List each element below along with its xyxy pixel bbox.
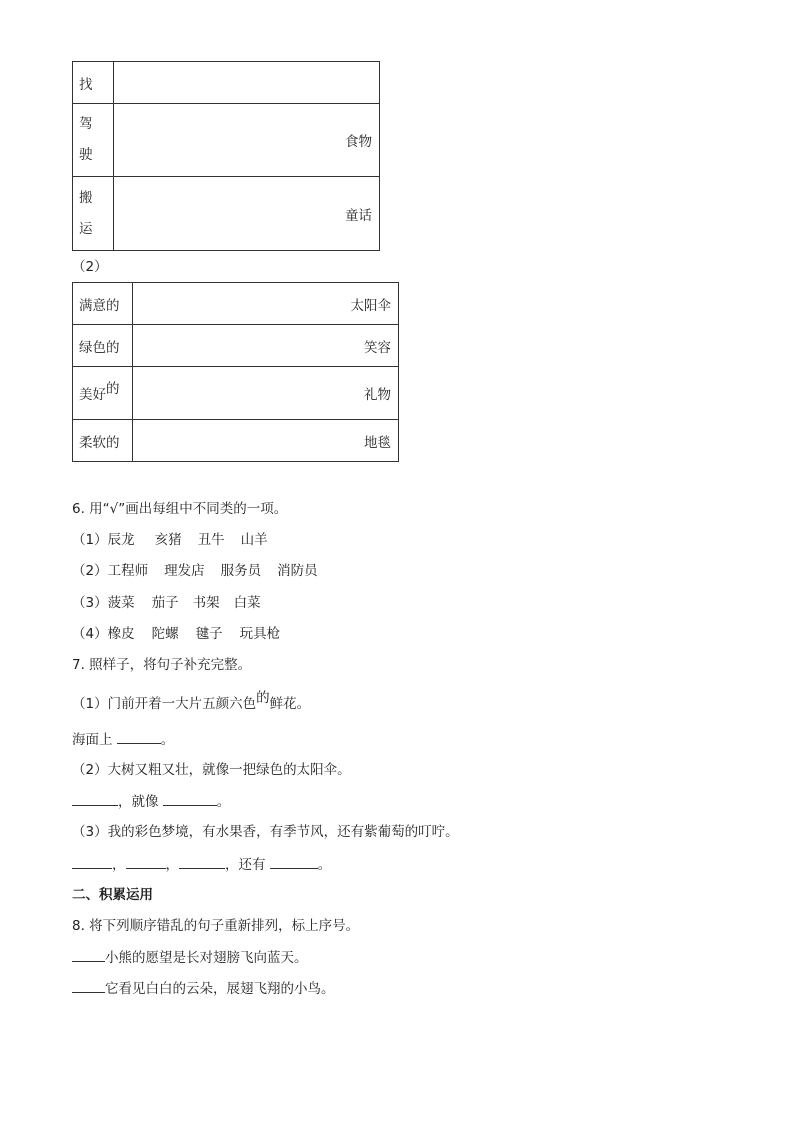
question-6-group-2: （2）工程师 理发店 服务员 消防员 (72, 563, 318, 579)
question-7-example-2: （2）大树又粗又壮，就像一把绿色的太阳伞。 (72, 762, 351, 778)
option[interactable]: 理发店 (164, 563, 205, 579)
table-cell-noun: 礼物 (133, 367, 399, 420)
table-row (73, 420, 399, 462)
answer-blank[interactable] (179, 854, 225, 869)
option[interactable]: 服务员 (220, 563, 262, 579)
option[interactable]: 毽子 (195, 626, 223, 642)
table-cell-adjective: 满意的 (73, 283, 133, 325)
table-row (73, 104, 380, 177)
answer-blank[interactable] (117, 729, 161, 744)
table-cell-noun: 太阳伞 (133, 283, 399, 325)
question-7-title: 7. 照样子，将句子补充完整。 (72, 657, 252, 673)
table-row (73, 325, 399, 367)
answer-blank[interactable] (163, 791, 217, 806)
matching-table-1 (72, 61, 380, 251)
question-8-sentence-1: 小熊的愿望是长对翅膀飞向蓝天。 (72, 947, 308, 968)
option[interactable]: 玩具枪 (239, 626, 281, 642)
section-heading: 二、积累运用 (72, 887, 153, 903)
option[interactable]: 亥猪 (154, 532, 182, 548)
table-cell-adjective: 绿色的 (73, 325, 133, 367)
table-cell-noun (114, 62, 380, 104)
order-blank[interactable] (72, 978, 105, 993)
table-cell-noun: 食物 (114, 104, 380, 177)
table-cell-verb: 搬 运 (73, 177, 114, 251)
answer-blank[interactable] (126, 854, 166, 869)
option[interactable]: 陀螺 (151, 626, 179, 642)
option[interactable]: 茄子 (151, 595, 179, 611)
table-cell-adjective: 美好的 (73, 367, 133, 420)
question-7-example-3: （3）我的彩色梦境，有水果香，有季节风，还有紫葡萄的叮咛。 (72, 824, 459, 840)
table-row (73, 62, 380, 104)
option[interactable]: 书架 (192, 595, 220, 611)
table-cell-adjective: 柔软的 (73, 420, 133, 462)
option[interactable]: 山羊 (240, 532, 268, 548)
question-8-sentence-2: 它看见白白的云朵，展翅飞翔的小鸟。 (72, 978, 335, 999)
question-7-fill-1: 海面上 。 (72, 729, 174, 750)
matching-table-2 (72, 282, 399, 462)
table-cell-noun: 童话 (114, 177, 380, 251)
answer-blank[interactable] (72, 791, 118, 806)
question-7-fill-3: ， ， ，还有 。 (72, 854, 331, 875)
question-7-fill-2: ，就像 。 (72, 791, 230, 812)
option[interactable]: 辰龙 (107, 532, 135, 548)
table-row (73, 367, 399, 420)
option[interactable]: 工程师 (107, 563, 149, 579)
question-8-title: 8. 将下列顺序错乱的句子重新排列，标上序号。 (72, 918, 360, 934)
option[interactable]: 丑牛 (197, 532, 225, 548)
answer-blank[interactable] (270, 854, 318, 869)
question-6-group-3: （3）菠菜 茄子 书架 白菜 (72, 595, 261, 611)
part-2-label: （2） (72, 259, 108, 275)
option[interactable]: 消防员 (277, 563, 318, 579)
table-cell-verb: 驾 驶 (73, 104, 114, 177)
table-row (73, 283, 399, 325)
order-blank[interactable] (72, 947, 105, 962)
question-7-example-1: （1）门前开着一大片五颜六色的鲜花。 (72, 690, 311, 712)
option[interactable]: 白菜 (233, 595, 261, 611)
table-cell-noun: 地毯 (133, 420, 399, 462)
answer-blank[interactable] (72, 854, 112, 869)
table-cell-noun: 笑容 (133, 325, 399, 367)
option[interactable]: 橡皮 (107, 626, 135, 642)
question-6-group-4: （4）橡皮 陀螺 毽子 玩具枪 (72, 626, 281, 642)
question-6-title: 6. 用“√”画出每组中不同类的一项。 (72, 501, 288, 517)
table-cell-verb: 找 (73, 62, 114, 104)
option[interactable]: 菠菜 (107, 595, 135, 611)
question-6-group-1: （1）辰龙 亥猪 丑牛 山羊 (72, 532, 268, 548)
table-row (73, 177, 380, 251)
